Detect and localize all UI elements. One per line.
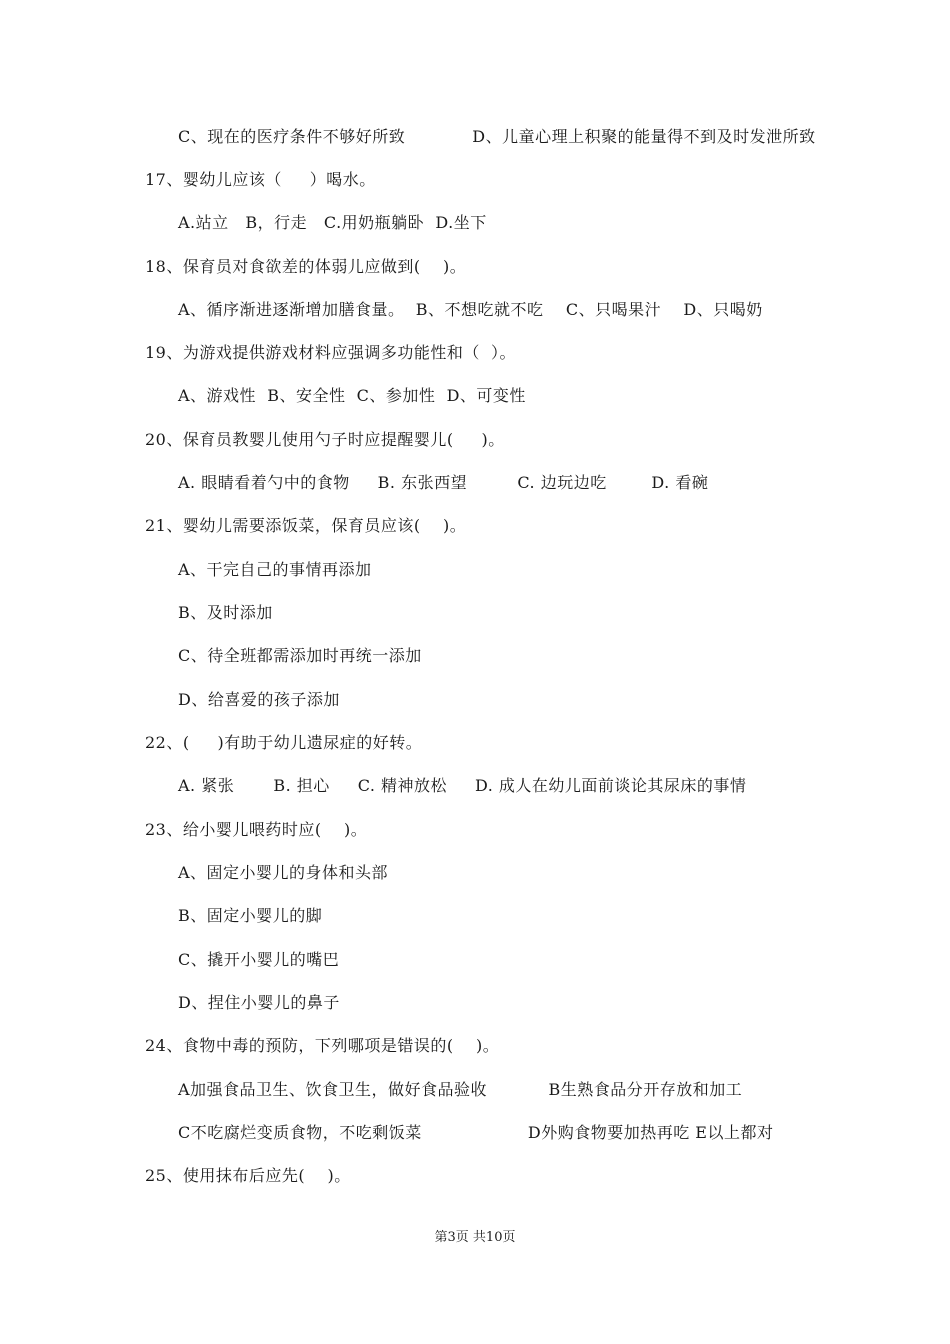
question-24: 24、食物中毒的预防，下列哪项是错误的( )。 — [145, 1036, 500, 1055]
option-line: A加强食品卫生、饮食卫生，做好食品验收 B生熟食品分开存放和加工 — [178, 1080, 743, 1099]
option-line: A、固定小婴儿的身体和头部 — [178, 863, 389, 882]
option-line: B、及时添加 — [178, 603, 273, 622]
question-22: 22、( )有助于幼儿遗尿症的好转。 — [145, 733, 423, 752]
option-line: D、给喜爱的孩子添加 — [178, 690, 340, 709]
option-line: A、游戏性 B、安全性 C、参加性 D、可变性 — [178, 386, 526, 405]
option-line: A. 眼睛看着勺中的食物 B. 东张西望 C. 边玩边吃 D. 看碗 — [178, 473, 709, 492]
page-footer: 第3页 共10页 — [434, 1230, 516, 1245]
question-25: 25、使用抹布后应先( )。 — [145, 1166, 351, 1185]
option-line: A. 紧张 B. 担心 C. 精神放松 D. 成人在幼儿面前谈论其尿床的事情 — [178, 776, 747, 795]
option-line: C、现在的医疗条件不够好所致 D、儿童心理上积聚的能量得不到及时发泄所致 — [178, 127, 816, 146]
question-18: 18、保育员对食欲差的体弱儿应做到( )。 — [145, 257, 467, 276]
question-23: 23、给小婴儿喂药时应( )。 — [145, 820, 368, 839]
option-line: C、待全班都需添加时再统一添加 — [178, 646, 422, 665]
option-line: C不吃腐烂变质食物，不吃剩饭菜 D外购食物要加热再吃 E以上都对 — [178, 1123, 774, 1142]
option-line: D、捏住小婴儿的鼻子 — [178, 993, 340, 1012]
option-line: C、撬开小婴儿的嘴巴 — [178, 950, 340, 969]
question-17: 17、婴幼儿应该（ ）喝水。 — [145, 170, 376, 189]
question-21: 21、婴幼儿需要添饭菜，保育员应该( )。 — [145, 516, 467, 535]
question-20: 20、保育员教婴儿使用勺子时应提醒婴儿( )。 — [145, 430, 505, 449]
option-line: A.站立 B，行走 C.用奶瓶躺卧 D.坐下 — [178, 213, 487, 232]
question-19: 19、为游戏提供游戏材料应强调多功能性和（ ）。 — [145, 343, 517, 362]
option-line: B、固定小婴儿的脚 — [178, 906, 323, 925]
option-line: A、循序渐进逐渐增加膳食量。 B、不想吃就不吃 C、只喝果汁 D、只喝奶 — [178, 300, 763, 319]
option-line: A、干完自己的事情再添加 — [178, 560, 372, 579]
